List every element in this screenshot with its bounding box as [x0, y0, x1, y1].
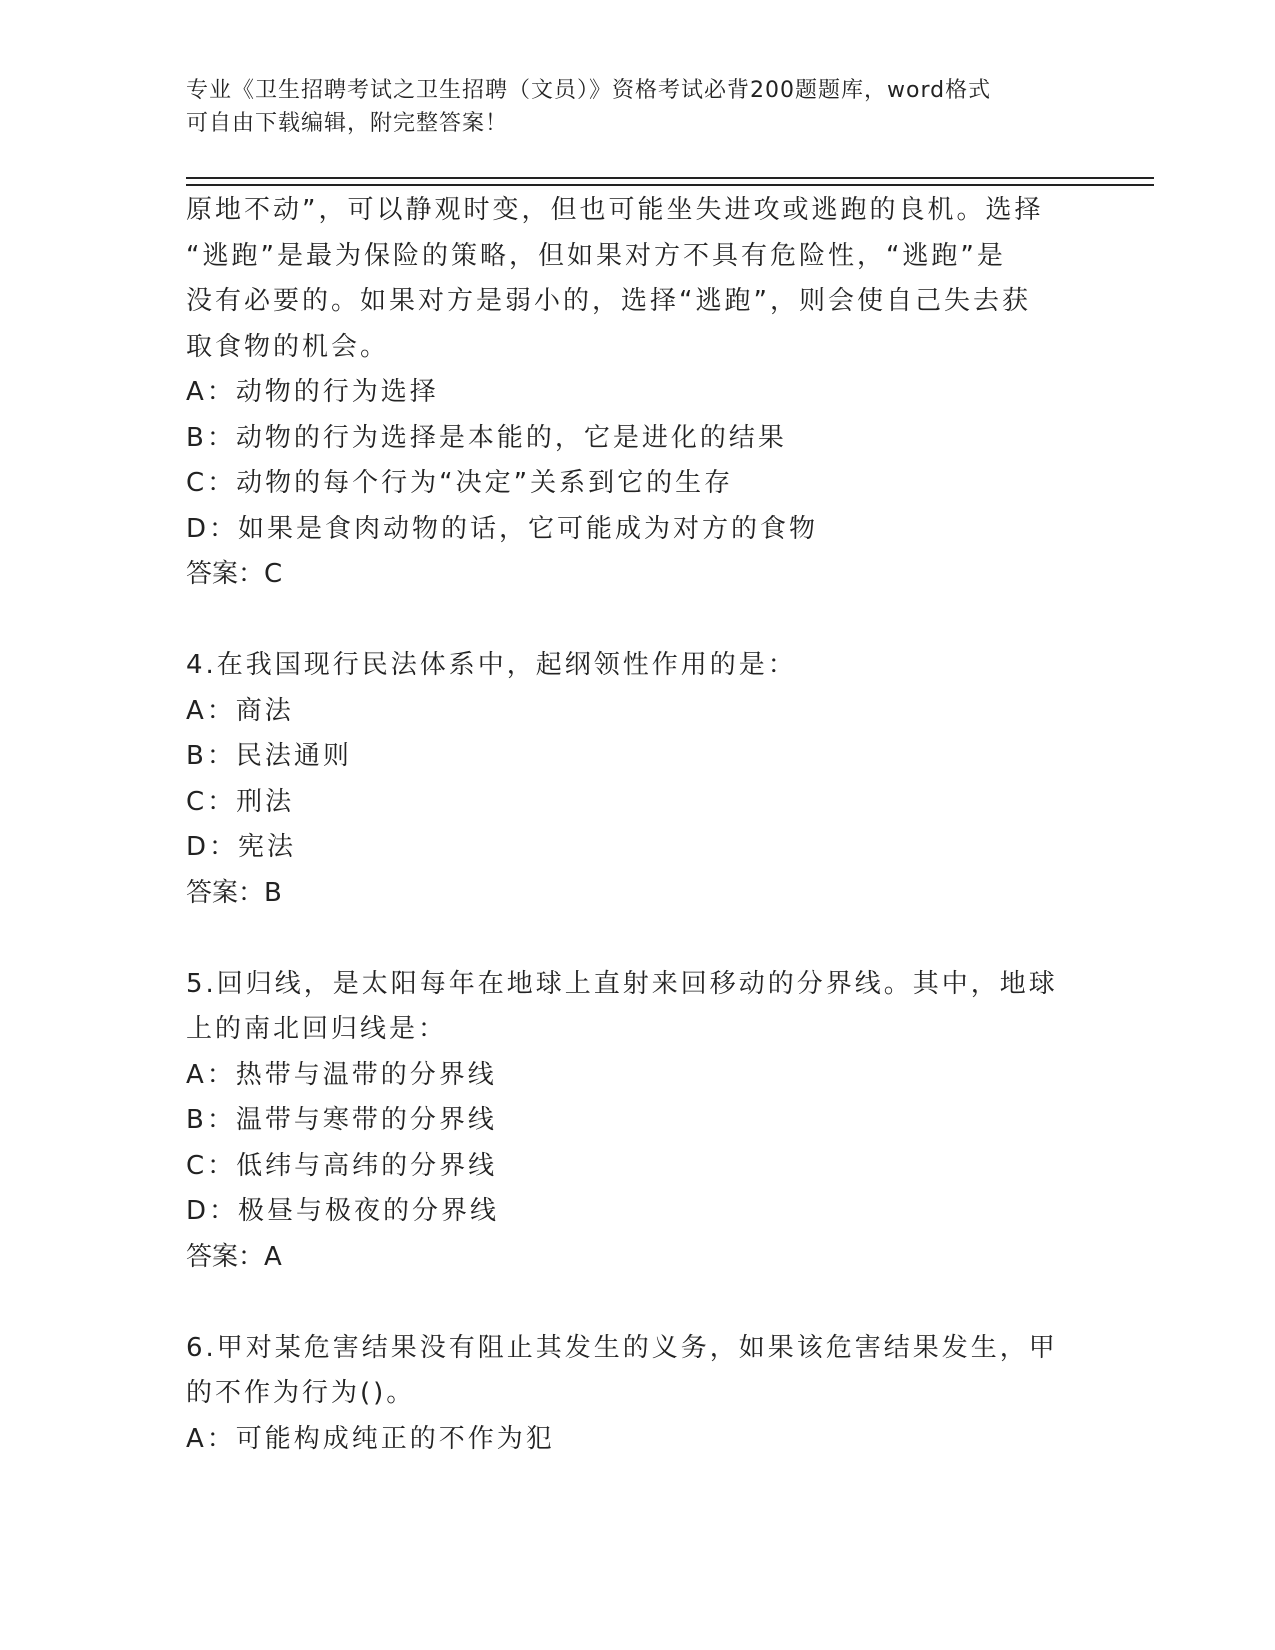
answer-line: 答案：B	[186, 877, 282, 908]
question-text-line: 的不作为行为()。	[186, 1378, 416, 1408]
question-text-line: 没有必要的。如果对方是弱小的，选择“逃跑”，则会使自己失去获	[186, 286, 1031, 316]
header-line-1: 专业《卫生招聘考试之卫生招聘（文员）》资格考试必背200题题库，word格式	[186, 78, 992, 103]
header-rule-top	[186, 177, 1154, 179]
question-text-line: 5.回归线，是太阳每年在地球上直射来回移动的分界线。其中，地球	[186, 968, 1058, 999]
option-a: A：可能构成纯正的不作为犯	[186, 1423, 555, 1454]
question-text-line: 4.在我国现行民法体系中，起纲领性作用的是：	[186, 650, 797, 680]
header-line-2: 可自由下载编辑，附完整答案！	[186, 111, 509, 136]
option-d: D：宪法	[186, 832, 297, 862]
option-d: D：极昼与极夜的分界线	[186, 1196, 500, 1226]
option-b: B：民法通则	[186, 741, 352, 771]
question-text-line: “逃跑”是最为保险的策略，但如果对方不具有危险性，“逃跑”是	[186, 240, 1006, 271]
option-a: A：商法	[186, 695, 294, 726]
answer-line: 答案：C	[186, 559, 283, 589]
option-a: A：动物的行为选择	[186, 377, 439, 407]
question-text-line: 取食物的机会。	[186, 331, 390, 362]
option-c: C：刑法	[186, 786, 295, 817]
option-d: D：如果是食肉动物的话，它可能成为对方的食物	[186, 513, 819, 544]
question-6	[186, 1326, 1066, 1463]
question-text-line: 6.甲对某危害结果没有阻止其发生的义务，如果该危害结果发生，甲	[186, 1332, 1058, 1363]
option-b: B：动物的行为选择是本能的，它是进化的结果	[186, 422, 787, 453]
option-c: C：低纬与高纬的分界线	[186, 1150, 498, 1181]
answer-line: 答案：A	[186, 1241, 282, 1272]
question-3-tail	[186, 188, 1066, 598]
question-4	[186, 643, 1066, 916]
question-spacer	[186, 598, 1066, 644]
option-b: B：温带与寒带的分界线	[186, 1105, 497, 1135]
question-content	[186, 188, 1066, 1462]
document-header	[186, 74, 1066, 140]
question-text-line: 上的南北回归线是：	[186, 1014, 448, 1044]
question-text-line: 原地不动”，可以静观时变，但也可能坐失进攻或逃跑的良机。选择	[186, 195, 1044, 225]
question-5	[186, 962, 1066, 1281]
option-c: C：动物的每个行为“决定”关系到它的生存	[186, 468, 734, 498]
header-rule-bottom	[186, 184, 1154, 186]
question-spacer	[186, 1280, 1066, 1326]
option-a: A：热带与温带的分界线	[186, 1059, 497, 1090]
question-spacer	[186, 916, 1066, 962]
